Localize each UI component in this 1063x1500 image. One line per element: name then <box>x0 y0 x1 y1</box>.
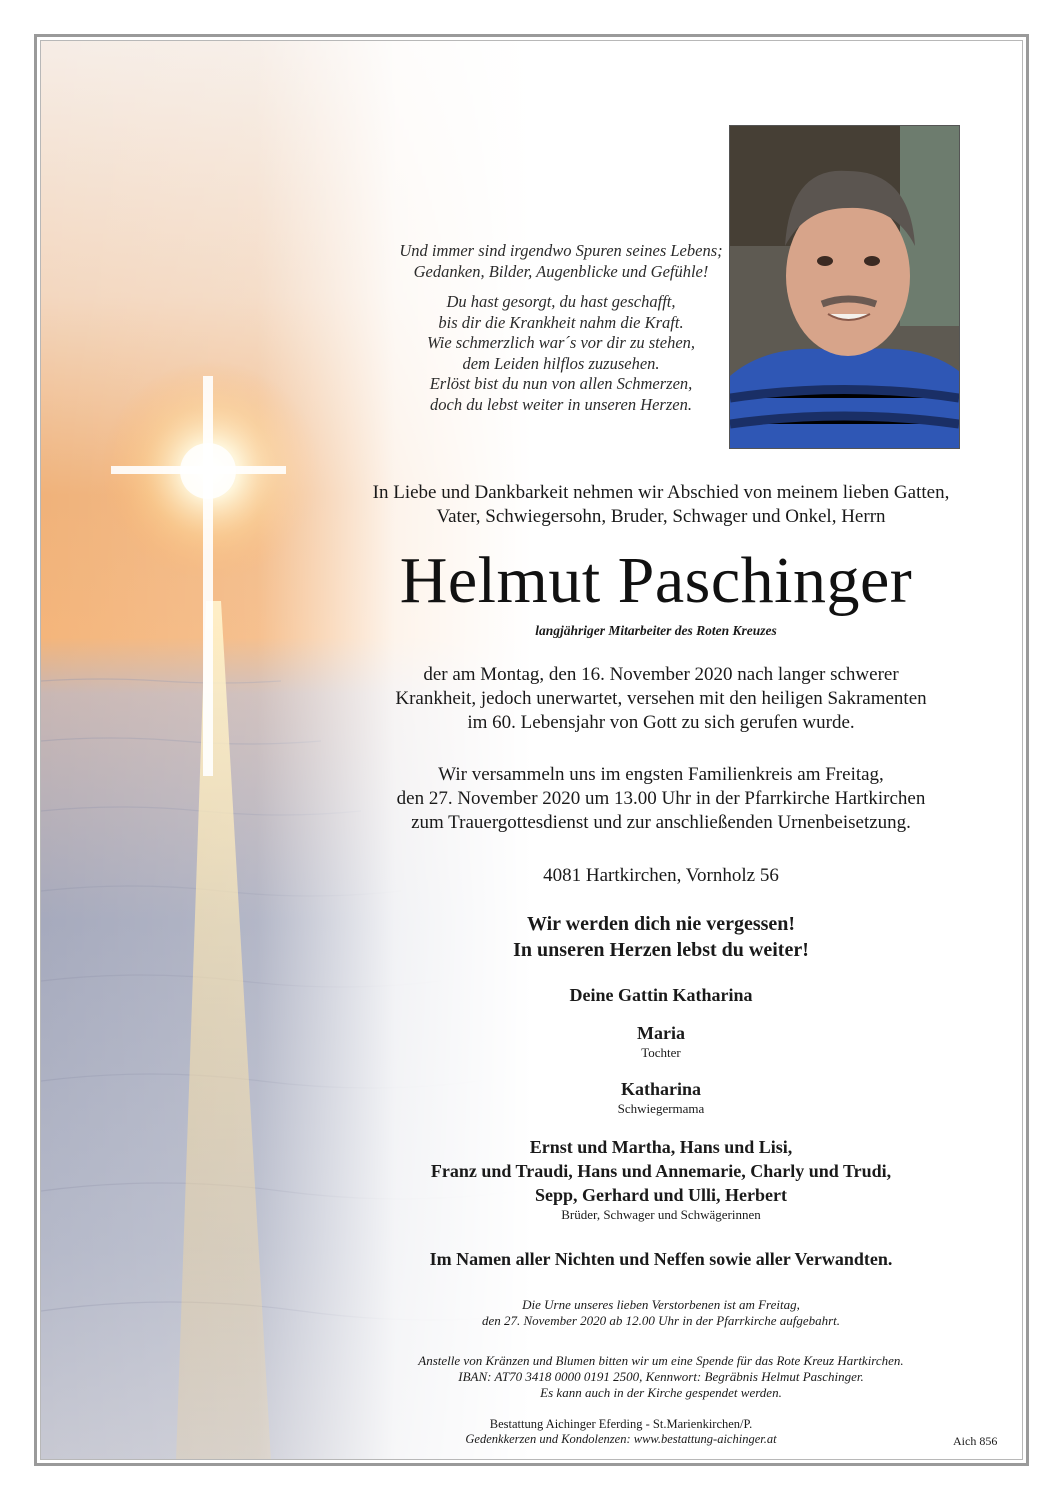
funeral-line: Wir versammeln uns im engsten Familienkreis am Freitag, <box>438 764 884 785</box>
urn-notice-line: Die Urne unseres lieben Verstorbenen ist am Freitag, <box>522 1297 800 1312</box>
poem-line: Wie schmerzlich war´s vor dir zu stehen, <box>426 333 696 352</box>
mourner-wife: Deine Gattin Katharina <box>569 985 753 1005</box>
death-notice-line: im 60. Lebensjahr von Gott zu sich gerufen wurde. <box>467 712 855 733</box>
obituary-card <box>40 40 1023 1460</box>
poem-line: Gedanken, Bilder, Augenblicke und Gefühle! <box>413 261 709 281</box>
mourner-relation: Brüder, Schwager und Schwägerinnen <box>561 1207 761 1222</box>
poem-line: doch du lebst weiter in unseren Herzen. <box>430 394 692 414</box>
donation-line: Anstelle von Kränzen und Blumen bitten wir um eine Spende für das Rote Kreuz Hartkirchen. <box>418 1353 904 1368</box>
deceased-role: langjähriger Mitarbeiter des Roten Kreuzes <box>535 623 777 638</box>
mourner-relation: Schwiegermama <box>617 1101 705 1116</box>
donation-line: IBAN: AT70 3418 0000 0191 2500, Kennwort: Begräbnis Helmut Paschinger. <box>458 1369 864 1384</box>
undertaker-footer <box>421 1417 821 1447</box>
poem-line: bis dir die Krankheit nahm die Kraft. <box>438 312 684 332</box>
urn-notice-line: den 27. November 2020 ab 12.00 Uhr in der Pfarrkirche aufgebahrt. <box>481 1313 841 1328</box>
intro-text <box>321 481 1001 529</box>
poem-stanza-1 <box>331 241 791 282</box>
intro-line: In Liebe und Dankbarkeit nehmen wir Abschied von meinem lieben Gatten, <box>372 482 950 503</box>
mourner-relation: Tochter <box>641 1045 681 1060</box>
poem <box>331 241 791 425</box>
undertaker-name: Bestattung Aichinger Eferding - St.Marienkirchen/P. <box>489 1417 753 1431</box>
undertaker-website: Gedenkkerzen und Kondolenzen: www.bestattung-aichinger.at <box>465 1432 777 1446</box>
mourner-name: Maria <box>637 1023 685 1043</box>
poem-stanza-2 <box>331 292 791 415</box>
mourner-siblings <box>321 1135 1001 1223</box>
poem-line: dem Leiden hilflos zuzusehen. <box>462 353 660 373</box>
sibling-line: Ernst und Martha, Hans und Lisi, <box>529 1137 793 1157</box>
funeral-notice <box>321 763 1001 835</box>
mourner-mother-in-law <box>321 1077 1001 1117</box>
donation-line: Es kann auch in der Kirche gespendet werden. <box>540 1385 782 1400</box>
mourner-relatives: Im Namen aller Nichten und Neffen sowie aller Verwandten. <box>429 1249 893 1269</box>
intro-line: Vater, Schwiegersohn, Bruder, Schwager und Onkel, Herrn <box>436 506 886 527</box>
address: 4081 Hartkirchen, Vornholz 56 <box>543 865 779 886</box>
poem-line: Erlöst bist du nun von allen Schmerzen, <box>429 374 693 393</box>
funeral-line: zum Trauergottesdienst und zur anschließenden Urnenbeisetzung. <box>411 812 911 833</box>
farewell-line: In unseren Herzen lebst du weiter! <box>513 939 809 961</box>
poem-line: Und immer sind irgendwo Spuren seines Lebens; <box>399 241 723 260</box>
death-notice-line: der am Montag, den 16. November 2020 nach langer schwerer <box>423 664 899 685</box>
farewell <box>321 911 1001 963</box>
reference-code: Aich 856 <box>953 1434 998 1448</box>
mourner-daughter <box>321 1021 1001 1061</box>
funeral-line: den 27. November 2020 um 13.00 Uhr in der Pfarrkirche Hartkirchen <box>396 788 926 809</box>
farewell-line: Wir werden dich nie vergessen! <box>526 913 796 935</box>
donation-notice <box>311 1353 1011 1401</box>
sibling-line: Sepp, Gerhard und Ulli, Herbert <box>534 1185 787 1205</box>
poem-line: Du hast gesorgt, du hast geschafft, <box>446 292 676 311</box>
mourner-name: Katharina <box>620 1079 701 1099</box>
death-notice <box>321 663 1001 735</box>
death-notice-line: Krankheit, jedoch unerwartet, versehen mit den heiligen Sakramenten <box>395 688 927 709</box>
sibling-line: Franz und Traudi, Hans und Annemarie, Charly und Trudi, <box>430 1161 892 1181</box>
deceased-name: Helmut Paschinger <box>399 544 913 617</box>
urn-notice <box>311 1297 1011 1329</box>
portrait-photo <box>729 125 960 449</box>
